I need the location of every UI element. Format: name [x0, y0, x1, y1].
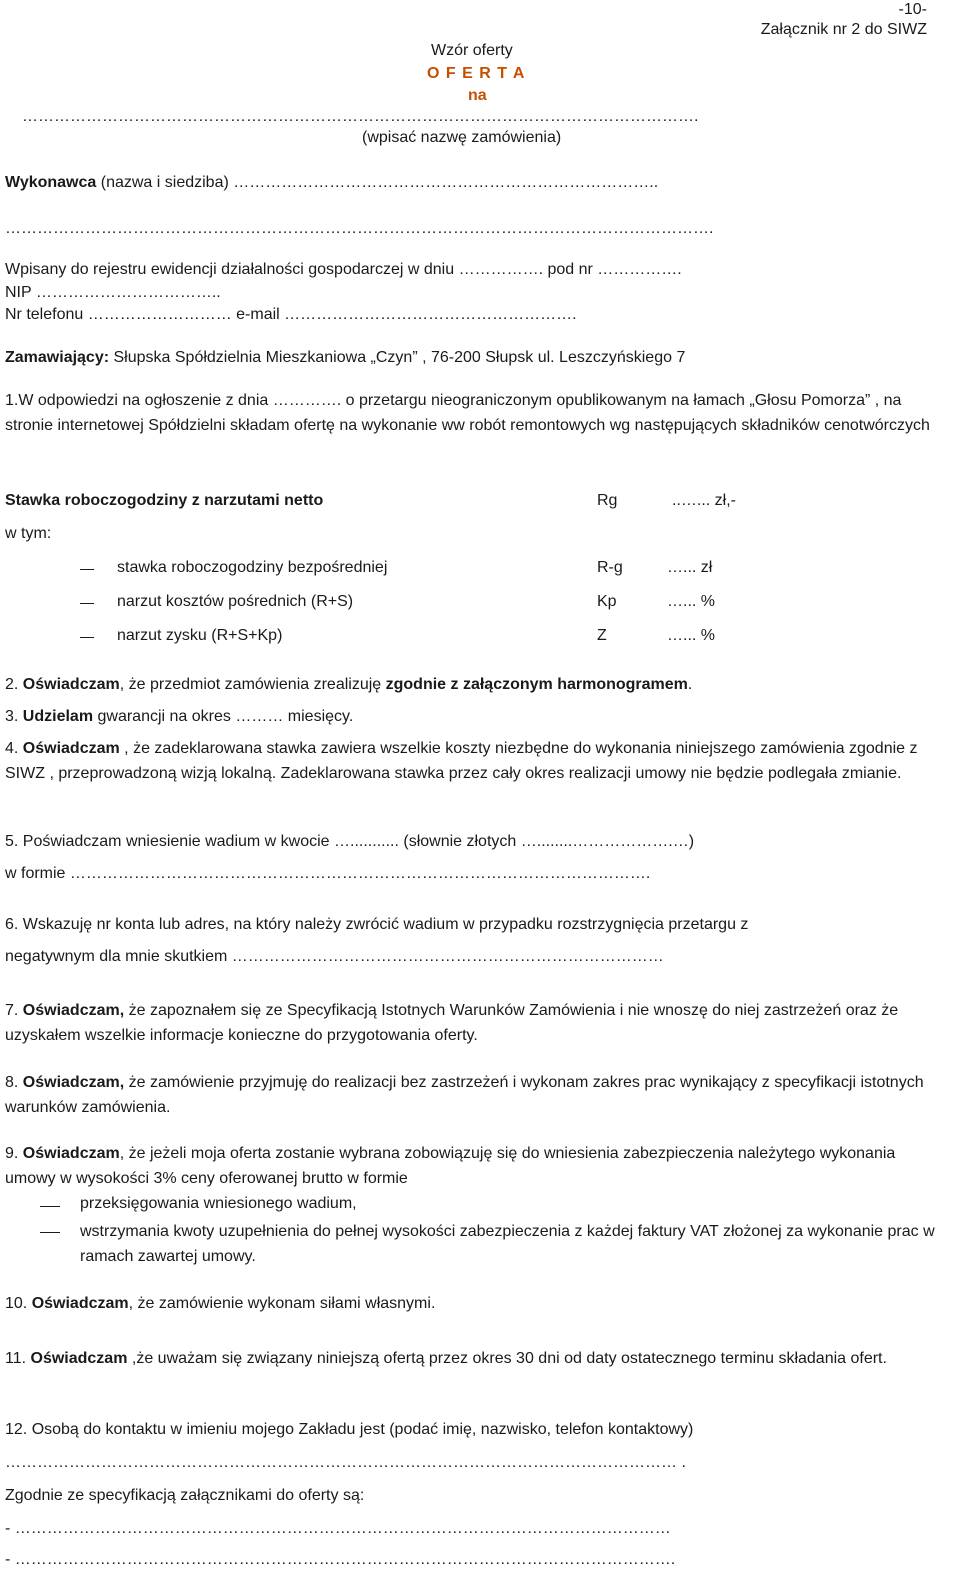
item-11-text: ,że uważam się związany niniejszą ofertą przez okres 30 dni od daty ostatecznego terminu składania ofert.: [127, 1350, 887, 1367]
item-8-text: że zamówienie przyjmuję do realizacji bez zastrzeżeń i wykonam zakres prac wynikający z specyfikacji istotnych warunków zamówienia.: [5, 1074, 924, 1116]
rate-row-value: …... zł: [667, 559, 713, 576]
item-4: [5, 736, 940, 786]
attachment-item: - …………………………………………………………………………………………………………….: [5, 1551, 676, 1568]
contractor-line: [5, 173, 658, 192]
rate-row-code: R-g: [597, 559, 623, 576]
rate-row-label: stawka roboczogodziny bezpośredniej: [117, 559, 388, 576]
item-6-line-2: negatywnym dla mnie skutkiem ………………………………………………………………………: [5, 948, 664, 965]
subject-hint: (wpisać nazwę zamówienia): [362, 129, 562, 146]
rates-title-code: Rg: [597, 492, 618, 509]
item-9-number: 9.: [5, 1145, 23, 1162]
item-7: [5, 998, 940, 1048]
item-11-bold: Oświadczam: [30, 1350, 128, 1367]
item-6-line-1: 6. Wskazuję nr konta lub adres, na który należy zwrócić wadium w przypadku rozstrzygnięcia przetargu z: [5, 916, 749, 933]
offer-title: O F E R T A: [427, 65, 526, 82]
rates-title-value: ..…... zł,-: [672, 492, 736, 509]
item-10: [5, 1294, 435, 1313]
rate-row-dash: [80, 637, 94, 638]
rate-row-code: Kp: [597, 593, 617, 610]
item-11-number: 11.: [5, 1350, 31, 1367]
rates-title: Stawka roboczogodziny z narzutami netto: [5, 492, 324, 509]
item-2-text: , że przedmiot zamówienia zrealizuję: [119, 676, 386, 693]
item-7-text: że zapoznałem się ze Specyfikacją Istotnych Warunków Zamówienia i nie wnoszę do niej zastrzeżeń oraz że uzyskałem wszelkie informacje konieczne do przygotowania oferty.: [5, 1002, 899, 1044]
subject-dots: ……………………………………………………………………………………………………………….: [22, 108, 699, 125]
client-line: [5, 348, 685, 367]
item-3-bold: Udzielam: [22, 708, 94, 725]
rate-row-code: Z: [597, 627, 607, 644]
item-2-bold: Oświadczam: [22, 676, 120, 693]
offer-na: na: [468, 87, 487, 104]
page-number: -10-: [898, 1, 927, 18]
item-2-bold-harmonogram: zgodnie z załączonym harmonogramem: [385, 676, 688, 693]
item-10-bold: Oświadczam: [31, 1295, 129, 1312]
item-7-bold: Oświadczam,: [22, 1002, 125, 1019]
rate-row-dash: [80, 569, 94, 570]
nip-line: NIP ……………………………..: [5, 284, 221, 301]
item-4-bold: Oświadczam: [22, 740, 120, 757]
item-3: [5, 707, 353, 726]
item-2: [5, 675, 692, 694]
item-5-line-2: w formie ……………………………………………………………………………………………….: [5, 865, 651, 882]
form-label: Wzór oferty: [431, 42, 513, 59]
registry-line: Wpisany do rejestru ewidencji działalności gospodarczej w dniu ……………. pod nr …………….: [5, 261, 682, 278]
item-2-number: 2.: [5, 676, 23, 693]
item-9-text: , że jeżeli moja oferta zostanie wybrana zobowiązuję się do wniesienia zabezpieczenia należytego wykonania umowy w wysokości 3% ceny oferowanej brutto w formie: [5, 1145, 896, 1187]
rate-row-value: …... %: [667, 593, 716, 610]
item-4-number: 4.: [5, 740, 23, 757]
attachment-item: - ……………………………………………………………………………………………………………: [5, 1520, 671, 1537]
item-8-bold: Oświadczam,: [22, 1074, 125, 1091]
item-10-text: , że zamówienie wykonam siłami własnymi.: [128, 1295, 436, 1312]
item-11: [5, 1346, 940, 1371]
item-9-bullet-1: przeksięgowania wniesionego wadium,: [80, 1195, 357, 1212]
rates-w-tym: w tym:: [5, 525, 52, 542]
item-8-number: 8.: [5, 1074, 23, 1091]
item-4-text: , że zadeklarowana stawka zawiera wszelkie koszty niezbędne do wykonania niniejszego zamówienia zgodnie z SIWZ , przeprowadzoną wizją lokalną. Zadeklarowana stawka przez cały okres realizacji umowy nie będzie podlegała zmianie.: [5, 740, 918, 782]
item-12-dots: ……………………………………………………………………………………………………………… .: [5, 1454, 686, 1471]
attachments-label: Zgodnie ze specyfikacją załącznikami do oferty są:: [5, 1487, 365, 1504]
item-1: 1.W odpowiedzi na ogłoszenie z dnia …………. o przetargu nieograniczonym opublikowanym na łamach „Głosu Pomorza” , na stronie internetowej Spółdzielni składam ofertę na wykonanie ww robót remontowych wg następujących składników cenotwórczych: [5, 392, 930, 434]
phone-email-line: Nr telefonu ……………………… e-mail ……………………………………………….: [5, 306, 577, 323]
client-text: Słupska Spółdzielnia Mieszkaniowa „Czyn” , 76-200 Słupsk ul. Leszczyńskiego 7: [109, 349, 686, 366]
contractor-label-rest: (nazwa i siedziba): [96, 174, 234, 191]
item-9: [5, 1141, 940, 1191]
rate-row-label: narzut kosztów pośrednich (R+S): [117, 593, 354, 610]
item-5-line-1: 5. Poświadczam wniesienie wadium w kwocie …........... (słownie złotych …........……………….…): [5, 833, 695, 850]
rate-row-dash: [80, 603, 94, 604]
item-8: [5, 1070, 940, 1120]
attachment-label: Załącznik nr 2 do SIWZ: [760, 21, 927, 38]
client-label: Zamawiający:: [5, 349, 110, 366]
item-3-number: 3.: [5, 708, 23, 725]
rate-row-value: …... %: [667, 627, 716, 644]
item-9-bold: Oświadczam: [22, 1145, 120, 1162]
item-2-end: .: [687, 676, 693, 693]
contractor-dots: ……………………………………………………………………..: [233, 174, 659, 191]
item-12: 12. Osobą do kontaktu w imieniu mojego Zakładu jest (podać imię, nazwisko, telefon kontaktowy): [5, 1421, 694, 1438]
contractor-dots-line: …………………………………………………………………………………………………………………….: [5, 220, 714, 237]
item-9-bullet-dash: [40, 1206, 60, 1207]
item-10-number: 10.: [5, 1295, 32, 1312]
item-7-number: 7.: [5, 1002, 23, 1019]
item-3-text: gwarancji na okres ……… miesięcy.: [93, 708, 354, 725]
item-9-bullet-dash: [40, 1232, 60, 1233]
rate-row-label: narzut zysku (R+S+Kp): [117, 627, 283, 644]
item-9-bullet-2: wstrzymania kwoty uzupełnienia do pełnej wysokości zabezpieczenia z każdej faktury VAT złożonej za wykonanie prac w ramach zawartej umowy.: [80, 1223, 935, 1265]
contractor-label: Wykonawca: [5, 174, 97, 191]
